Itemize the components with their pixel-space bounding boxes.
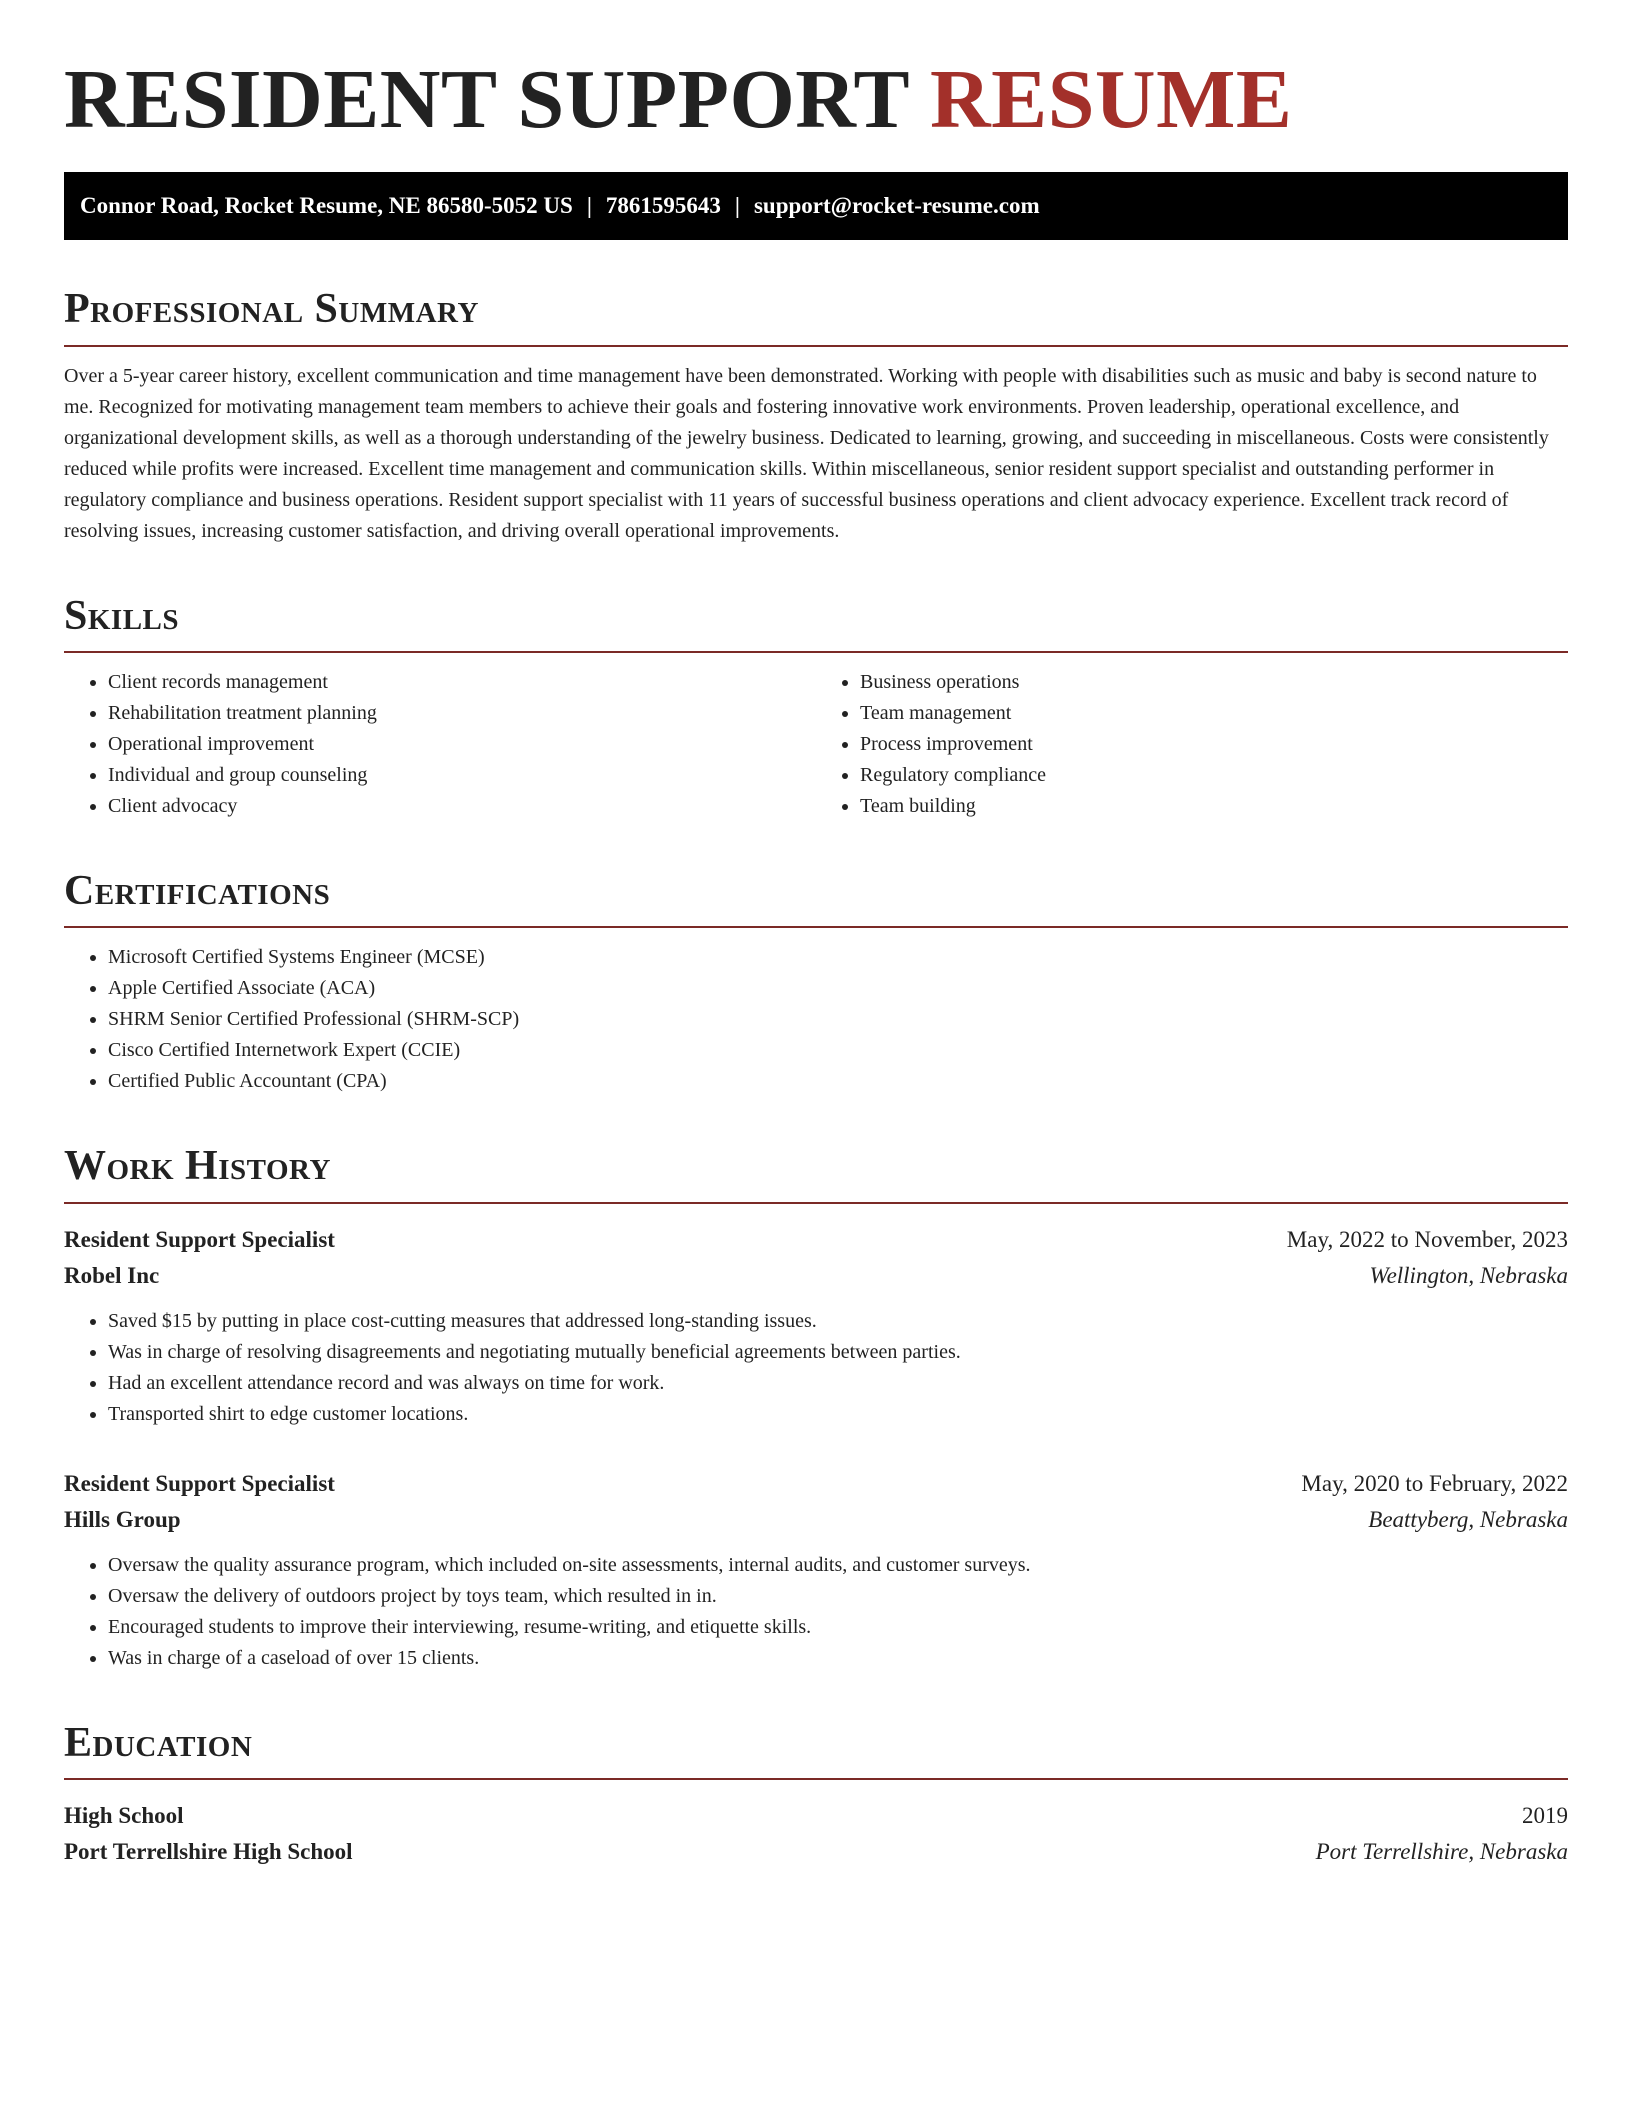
skill-item: • Regulatory compliance — [860, 760, 1568, 791]
education-degree-row — [64, 1798, 1568, 1834]
contact-email: support@rocket-resume.com — [753, 193, 1040, 219]
job-duties-list — [64, 1306, 1568, 1430]
title-accent: RESUME — [930, 53, 1293, 146]
job-company: Robel Inc — [64, 1262, 160, 1288]
education-school: Port Terrellshire High School — [64, 1839, 353, 1865]
skill-item: • Operational improvement — [108, 729, 816, 760]
job-title-row — [64, 1466, 1568, 1502]
education-heading: Education — [64, 1719, 253, 1766]
certification-item: • Certified Public Accountant (CPA) — [108, 1066, 1568, 1097]
job-location: Beattyberg, Nebraska — [1368, 1506, 1568, 1532]
title-main: RESIDENT SUPPORT — [64, 53, 909, 146]
skills-heading: Skills — [64, 592, 180, 639]
section-divider — [64, 345, 1568, 347]
certification-item: • Microsoft Certified Systems Engineer (MCSE) — [108, 942, 1568, 973]
section-divider — [64, 651, 1568, 653]
skill-item: • Team building — [860, 791, 1568, 822]
skills-list-left — [64, 667, 816, 822]
job-duty-item: • Transported shirt to edge customer locations. — [108, 1399, 1568, 1430]
job-entry — [64, 1222, 1568, 1430]
contact-separator: | — [734, 193, 740, 219]
job-company-row — [64, 1502, 1568, 1538]
job-duty-item: • Oversaw the delivery of outdoors project by toys team, which resulted in in. — [108, 1581, 1568, 1612]
job-dates: May, 2022 to November, 2023 — [1286, 1226, 1568, 1252]
education-section — [64, 1718, 1568, 1870]
contact-bar — [64, 172, 1568, 240]
job-entry — [64, 1466, 1568, 1674]
certification-item: • SHRM Senior Certified Professional (SHRM-SCP) — [108, 1004, 1568, 1035]
certifications-heading: Certifications — [64, 867, 331, 914]
job-title-row — [64, 1222, 1568, 1258]
job-dates: May, 2020 to February, 2022 — [1301, 1470, 1568, 1496]
education-year: 2019 — [1522, 1803, 1568, 1829]
summary-heading: Professional Summary — [64, 286, 479, 333]
skill-item: • Individual and group counseling — [108, 760, 816, 791]
work-history-section — [64, 1141, 1568, 1673]
job-duty-item: • Saved $15 by putting in place cost-cutting measures that addressed long-standing issues. — [108, 1306, 1568, 1337]
skills-column-right — [816, 667, 1568, 822]
resume-title — [64, 53, 1568, 146]
certifications-list — [64, 942, 1568, 1097]
job-duty-item: • Was in charge of resolving disagreements and negotiating mutually beneficial agreements between parties. — [108, 1337, 1568, 1368]
job-title: Resident Support Specialist — [64, 1470, 335, 1496]
job-duty-item: • Encouraged students to improve their interviewing, resume-writing, and etiquette skills. — [108, 1612, 1568, 1643]
certifications-section — [64, 866, 1568, 1097]
job-duty-item: • Was in charge of a caseload of over 15 clients. — [108, 1643, 1568, 1674]
contact-address: Connor Road, Rocket Resume, NE 86580-5052 US — [80, 193, 573, 219]
job-company: Hills Group — [64, 1506, 181, 1532]
job-duty-item: • Oversaw the quality assurance program, which included on-site assessments, internal audits, and customer surveys. — [108, 1550, 1568, 1581]
summary-text: Over a 5-year career history, excellent communication and time management have been demonstrated. Working with people with disabilities such as music and baby is second nature to me. Recognized for motivating management team members to achieve their goals and fostering innovative work environments. Proven leadership, operational excellence, and organizational development skills, as well as a thorough understanding of the jewelry business. Dedicated to learning, growing, and succeeding in miscellaneous. Costs were consistently reduced while profits were increased. Excellent time management and communication skills. Within miscellaneous, senior resident support specialist and outstanding performer in regulatory compliance and business operations. Resident support specialist with 11 years of successful business operations and client advocacy experience. Excellent track record of resolving issues, increasing customer satisfaction, and driving overall operational improvements. — [64, 364, 1549, 542]
section-divider — [64, 1778, 1568, 1780]
education-entry — [64, 1798, 1568, 1870]
skills-list-right — [816, 667, 1568, 822]
contact-separator: | — [586, 193, 592, 219]
education-school-row — [64, 1834, 1568, 1870]
job-duty-item: • Had an excellent attendance record and was always on time for work. — [108, 1368, 1568, 1399]
skill-item: • Process improvement — [860, 729, 1568, 760]
summary-section — [64, 284, 1568, 546]
skill-item: • Business operations — [860, 667, 1568, 698]
job-location: Wellington, Nebraska — [1369, 1262, 1568, 1288]
skills-column-left — [64, 667, 816, 822]
section-divider — [64, 926, 1568, 928]
skill-item: • Rehabilitation treatment planning — [108, 698, 816, 729]
work-history-heading: Work History — [64, 1143, 331, 1190]
education-location: Port Terrellshire, Nebraska — [1315, 1839, 1568, 1865]
certification-item: • Apple Certified Associate (ACA) — [108, 973, 1568, 1004]
skills-section — [64, 591, 1568, 822]
skill-item: • Client records management — [108, 667, 816, 698]
certification-item: • Cisco Certified Internetwork Expert (CCIE) — [108, 1035, 1568, 1066]
education-degree: High School — [64, 1803, 184, 1829]
section-divider — [64, 1202, 1568, 1204]
skills-grid — [64, 667, 1568, 822]
job-duties-list — [64, 1550, 1568, 1674]
contact-phone: 7861595643 — [605, 193, 721, 219]
job-company-row — [64, 1258, 1568, 1294]
job-title: Resident Support Specialist — [64, 1226, 335, 1252]
skill-item: • Team management — [860, 698, 1568, 729]
skill-item: • Client advocacy — [108, 791, 816, 822]
